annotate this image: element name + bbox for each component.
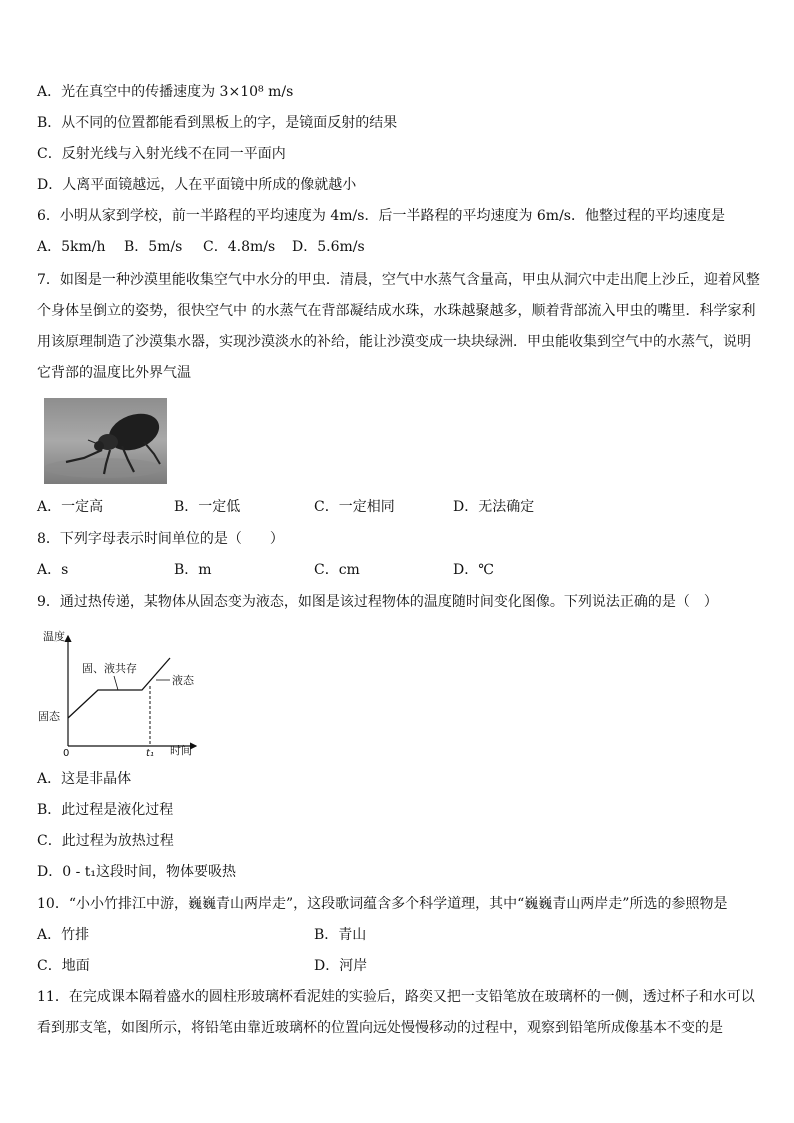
q8-option-a: A．s	[37, 562, 69, 578]
q8-option-c: C．cm	[314, 562, 360, 578]
origin-label: 0	[63, 748, 70, 758]
q7-stem-line4: 它背部的温度比外界气温	[37, 365, 191, 381]
q6-stem: 6．小明从家到学校，前一半路程的平均速度为 4m/s．后一半路程的平均速度为 6m/s．他整过程的平均速度是	[37, 208, 725, 224]
q6-option-d: D．5.6m/s	[292, 239, 365, 255]
mixed-label-leader	[114, 676, 118, 690]
q10-option-a: A．竹排	[37, 927, 90, 943]
q9-option-b: B．此过程是液化过程	[37, 802, 174, 818]
q11-stem-line2: 看到那支笔，如图所示，将铅笔由靠近玻璃杯的位置向远处慢慢移动的过程中，观察到铅笔所成像基本不变的是	[37, 1020, 723, 1036]
t1-label: t₁	[146, 748, 154, 758]
y-axis-label: 温度	[43, 630, 65, 643]
q6-option-b: B．5m/s	[124, 239, 183, 255]
q7-stem-line2: 个身体呈倒立的姿势，很快空气中 的水蒸气在背部凝结成水珠，水珠越聚越多，顺着背部流入甲虫的嘴里．科学家利	[37, 303, 756, 319]
q7-option-a: A．一定高	[37, 499, 104, 515]
temperature-time-graph	[36, 628, 206, 758]
beetle-photo	[44, 398, 167, 484]
q7-option-b: B．一定低	[174, 499, 241, 515]
q10-option-d: D．河岸	[314, 958, 368, 974]
q10-option-c: C．地面	[37, 958, 90, 974]
q9-stem: 9．通过热传递，某物体从固态变为液态，如图是该过程物体的温度随时间变化图像。下列说法正确的是（ ）	[37, 594, 718, 610]
q9-option-a: A．这是非晶体	[37, 771, 132, 787]
q5-option-a: A．光在真空中的传播速度为 3×10⁸ m/s	[37, 84, 294, 100]
q6-option-c: C．4.8m/s	[203, 239, 276, 255]
q8-option-d: D．℃	[453, 562, 494, 578]
q9-option-c: C．此过程为放热过程	[37, 833, 174, 849]
q5-option-c: C．反射光线与入射光线不在同一平面内	[37, 146, 286, 162]
q9-option-d: D．0 - t₁这段时间，物体要吸热	[37, 864, 237, 880]
liquid-label: 液态	[172, 674, 194, 687]
q7-option-c: C．一定相同	[314, 499, 395, 515]
q8-option-b: B．m	[174, 562, 212, 578]
q10-option-b: B．青山	[314, 927, 367, 943]
q11-stem-line1: 11．在完成课本隔着盛水的圆柱形玻璃杯看泥娃的实验后，路奕又把一支铅笔放在玻璃杯的一侧，透过杯子和水可以	[37, 989, 755, 1005]
x-axis-label: 时间	[170, 744, 192, 757]
q6-option-a: A．5km/h	[37, 239, 106, 255]
q5-option-b: B．从不同的位置都能看到黑板上的字，是镜面反射的结果	[37, 115, 398, 131]
q5-option-d: D．人离平面镜越远，人在平面镜中所成的像就越小	[37, 177, 357, 193]
q10-stem: 10．“小小竹排江中游，巍巍青山两岸走”，这段歌词蕴含多个科学道理，其中“巍巍青山两岸走”所选的参照物是	[37, 896, 728, 912]
mixed-label: 固、液共存	[82, 662, 137, 675]
q8-stem: 8．下列字母表示时间单位的是（ ）	[37, 531, 284, 547]
solid-label: 固态	[38, 710, 60, 723]
q7-option-d: D．无法确定	[453, 499, 535, 515]
q7-stem-line1: 7．如图是一种沙漠里能收集空气中水分的甲虫．清晨，空气中水蒸气含量高，甲虫从洞穴中走出爬上沙丘，迎着风整	[37, 272, 760, 288]
q7-stem-line3: 用该原理制造了沙漠集水器，实现沙漠淡水的补给，能让沙漠变成一块块绿洲．甲虫能收集到空气中的水蒸气，说明	[37, 334, 751, 350]
